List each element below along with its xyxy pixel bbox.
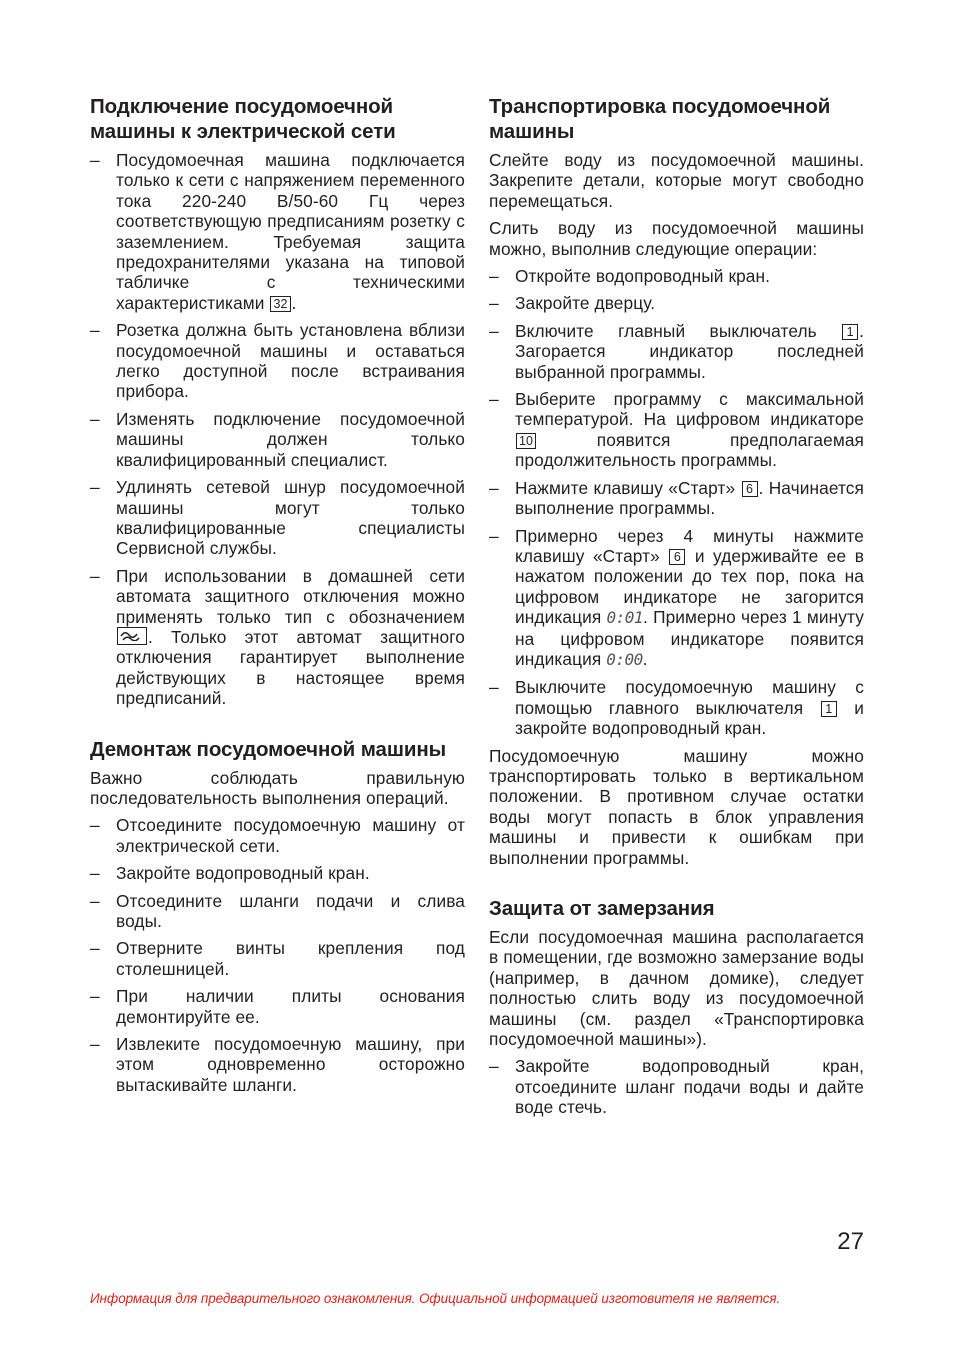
transport-steps-list bbox=[489, 266, 864, 739]
electrical-connection-list bbox=[90, 150, 465, 709]
list-item: – Выберите программу с максимальной температурой. На цифровом индикаторе 10 появится предполагаемая продолжительность программы. bbox=[489, 389, 864, 471]
reference-number-badge: 6 bbox=[742, 481, 758, 497]
list-item: – Закройте водопроводный кран. bbox=[90, 863, 370, 884]
section-heading-transport: Транспортировка посудомоечной машины bbox=[489, 95, 831, 143]
list-item: – Закройте дверцу. bbox=[489, 293, 656, 314]
list-item: – Розетка должна быть установлена вблизи посудомоечной машины и оставаться легко доступной после встраивания прибора. bbox=[90, 320, 465, 402]
transport-paragraph-1: Слейте воду из посудомоечной машины. Закрепите детали, которые могут свободно перемещаться. bbox=[489, 150, 864, 211]
reference-number-badge: 10 bbox=[516, 433, 536, 449]
list-item: – Выключите посудомоечную машину с помощью главного выключателя 1 и закройте водопроводный кран. bbox=[489, 677, 864, 739]
reference-number-badge: 1 bbox=[842, 324, 858, 340]
list-item: – Отсоедините шланги подачи и слива воды. bbox=[90, 890, 465, 931]
footer-disclaimer: Информация для предварительного ознакомления. Официальной информацией изготовителя не является. bbox=[90, 1291, 781, 1306]
reference-number-badge: 6 bbox=[669, 549, 685, 565]
page-number: 27 bbox=[837, 1228, 864, 1255]
lcd-display-value: 0:00 bbox=[606, 649, 643, 669]
frost-protection-list bbox=[489, 1056, 864, 1117]
list-item: – Извлеките посудомоечную машину, при этом одновременно осторожно вытаскивайте шланги. bbox=[90, 1034, 465, 1095]
reference-number-badge: 1 bbox=[821, 701, 837, 717]
list-item: – Посудомоечная машина подключается только к сети с напряжением переменного тока 220-240 В/50-60 Гц через соответствующую предписаниям розетку с заземлением. Требуемая защита предохранителями указана на типовой табличке с техническими характеристиками 32 . bbox=[90, 150, 465, 313]
list-item: – Изменять подключение посудомоечной машины должен только квалифицированный специалист. bbox=[90, 408, 465, 470]
list-item: – Отсоедините посудомоечную машину от электрической сети. bbox=[90, 815, 465, 856]
transport-paragraph-3: Посудомоечную машину можно транспортировать только в вертикальном положении. В противном случае остатки воды могут попасть в блок управления машины и привести к ошибкам при выполнении программы. bbox=[489, 745, 864, 868]
frost-protection-paragraph: Если посудомоечная машина располагается в помещении, где возможно замерзание воды (например, в дачном домике), следует полностью слить воду из посудомоечной машины (см. раздел «Транспортировка посудомоечной машины»). bbox=[489, 927, 864, 1050]
rcd-symbol-icon bbox=[117, 627, 147, 645]
list-item: – При использовании в домашней сети автомата защитного отключения можно применять только тип с обозначением . Только этот автомат защитного отключения гарантирует выполнение действующих в настоящее время предписаний. bbox=[90, 565, 465, 709]
section-heading-dismantling: Демонтаж посудомоечной машины bbox=[90, 737, 447, 761]
list-item: – Включите главный выключатель 1 . Загорается индикатор последней выбранной программы. bbox=[489, 320, 865, 382]
dismantling-list bbox=[90, 815, 465, 1095]
section-heading-frost-protection: Защита от замерзания bbox=[489, 897, 715, 920]
list-item: – Отверните винты крепления под столешницей. bbox=[90, 938, 465, 979]
list-item: – Откройте водопроводный кран. bbox=[489, 266, 771, 287]
list-item: – Закройте водопроводный кран, отсоедините шланг подачи воды и дайте воде стечь. bbox=[489, 1056, 864, 1118]
section-heading-electrical-connection: Подключение посудомоечной машины к электрической сети bbox=[90, 95, 396, 143]
left-column bbox=[90, 94, 465, 1102]
reference-number-badge: 32 bbox=[270, 296, 290, 312]
list-item: – При наличии плиты основания демонтируйте ее. bbox=[90, 986, 465, 1027]
list-item: – Нажмите клавишу «Старт» 6 . Начинается выполнение программы. bbox=[489, 477, 864, 519]
list-item: – Удлинять сетевой шнур посудомоечной машины могут только квалифицированные специалисты Сервисной службы. bbox=[90, 477, 465, 559]
list-item: – Примерно через 4 минуты нажмите клавишу «Старт» 6 и удерживайте ее в нажатом положении до тех пор, пока на цифровом индикаторе не загорится индикация 0:01. Примерно через 1 минуту на цифровом индикаторе появится индикация 0:00. bbox=[489, 525, 864, 669]
right-column bbox=[489, 94, 864, 1125]
dismantling-intro: Важно соблюдать правильную последовательность выполнения операций. bbox=[90, 767, 465, 808]
transport-paragraph-2: Слить воду из посудомоечной машины можно, выполнив следующие операции: bbox=[489, 218, 864, 259]
lcd-display-value: 0:01 bbox=[606, 608, 643, 628]
